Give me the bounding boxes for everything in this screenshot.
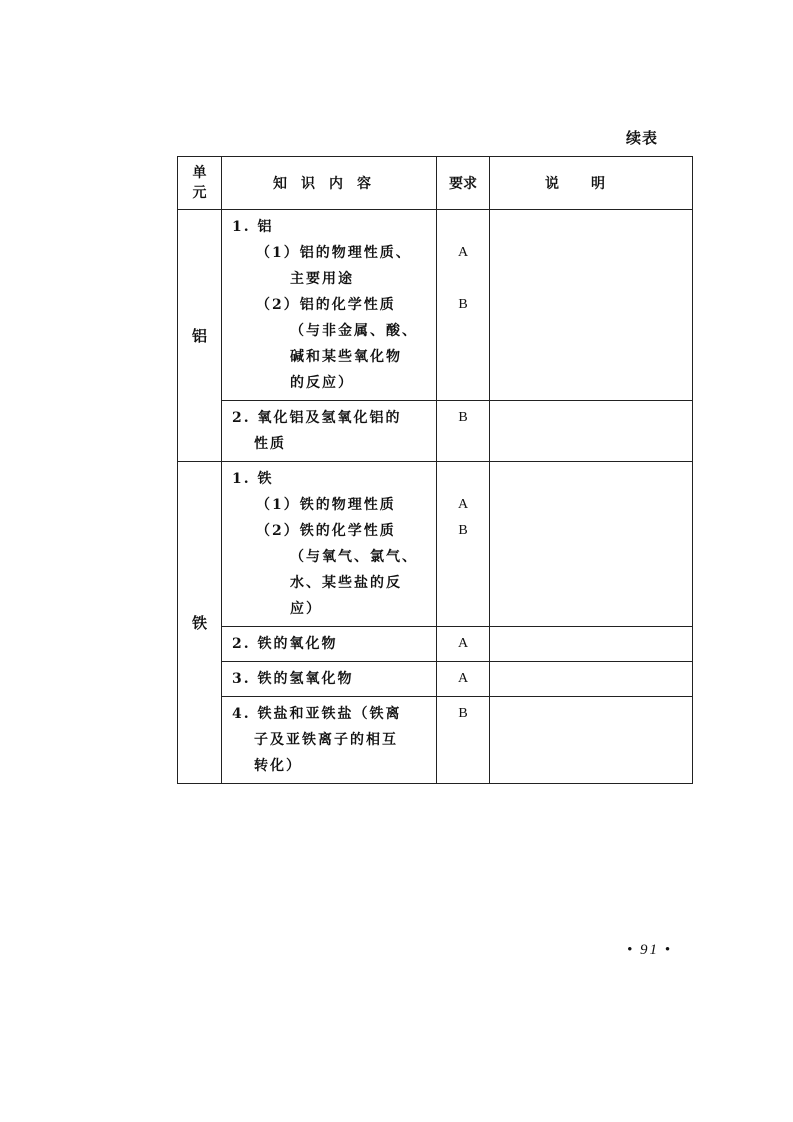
knowledge-cell: [222, 627, 437, 662]
requirement-cell: [437, 401, 490, 462]
requirement-level: B: [458, 523, 468, 538]
page-number: • 91 •: [627, 942, 673, 958]
knowledge-line: 2. 铁的氧化物: [232, 636, 338, 652]
table-row: [178, 627, 693, 662]
knowledge-cell: [222, 462, 437, 627]
knowledge-line: 性质: [254, 436, 286, 452]
header-unit-line: 单: [192, 165, 207, 181]
note-cell: [490, 627, 693, 662]
note-cell: [490, 697, 693, 784]
header-note: 说明: [490, 157, 693, 210]
header-requirement: 要求: [437, 157, 490, 210]
requirement-cell: [437, 210, 490, 401]
knowledge-cell: [222, 662, 437, 697]
note-cell: [490, 401, 693, 462]
knowledge-cell: [222, 697, 437, 784]
header-knowledge: 知识内容: [222, 157, 437, 210]
knowledge-cell: [222, 401, 437, 462]
knowledge-line: 碱和某些氧化物: [290, 349, 402, 365]
knowledge-line: 3. 铁的氢氧化物: [232, 671, 354, 687]
knowledge-line: （1）铝的物理性质、: [256, 245, 412, 261]
requirement-level: [437, 214, 489, 240]
table-row: [178, 210, 693, 401]
note-cell: [490, 462, 693, 627]
requirement-level: [437, 466, 489, 492]
requirement-level: [437, 266, 489, 292]
table-row: [178, 697, 693, 784]
note-cell: [490, 662, 693, 697]
knowledge-line: （1）铁的物理性质: [256, 497, 396, 513]
requirement-level: A: [457, 671, 469, 686]
knowledge-cell: [222, 210, 437, 401]
continuation-label: 续表: [626, 129, 659, 147]
knowledge-line: 2. 氧化铝及氢氧化铝的: [232, 410, 402, 426]
knowledge-line: （与氧气、氯气、: [290, 549, 418, 565]
table-header-row: [178, 157, 693, 210]
knowledge-line: 4. 铁盐和亚铁盐（铁离: [232, 706, 402, 722]
requirement-cell: [437, 462, 490, 627]
requirement-level: A: [457, 497, 469, 512]
requirement-level: B: [458, 297, 468, 312]
header-unit-line: 元: [192, 185, 207, 201]
requirement-cell: [437, 662, 490, 697]
requirement-cell: [437, 697, 490, 784]
syllabus-table: [177, 156, 693, 784]
requirement-level: A: [457, 636, 469, 651]
knowledge-line: 转化）: [254, 758, 302, 774]
knowledge-line: 1. 铝: [232, 219, 274, 235]
table-row: [178, 662, 693, 697]
unit-cell: 铝: [178, 210, 222, 462]
requirement-level: B: [458, 706, 468, 721]
note-cell: [490, 210, 693, 401]
knowledge-line: 应）: [290, 601, 322, 617]
table-row: [178, 462, 693, 627]
table-row: [178, 401, 693, 462]
knowledge-line: 1. 铁: [232, 471, 274, 487]
knowledge-line: （2）铝的化学性质: [256, 297, 396, 313]
requirement-level: B: [458, 410, 468, 425]
header-unit: [178, 157, 222, 210]
unit-cell: 铁: [178, 462, 222, 784]
knowledge-line: （2）铁的化学性质: [256, 523, 396, 539]
requirement-cell: [437, 627, 490, 662]
knowledge-line: 水、某些盐的反: [290, 575, 402, 591]
knowledge-line: （与非金属、酸、: [290, 323, 418, 339]
knowledge-line: 主要用途: [290, 271, 354, 287]
knowledge-line: 的反应）: [290, 375, 354, 391]
table-body: [178, 210, 693, 784]
requirement-level: A: [457, 245, 469, 260]
knowledge-line: 子及亚铁离子的相互: [254, 732, 398, 748]
